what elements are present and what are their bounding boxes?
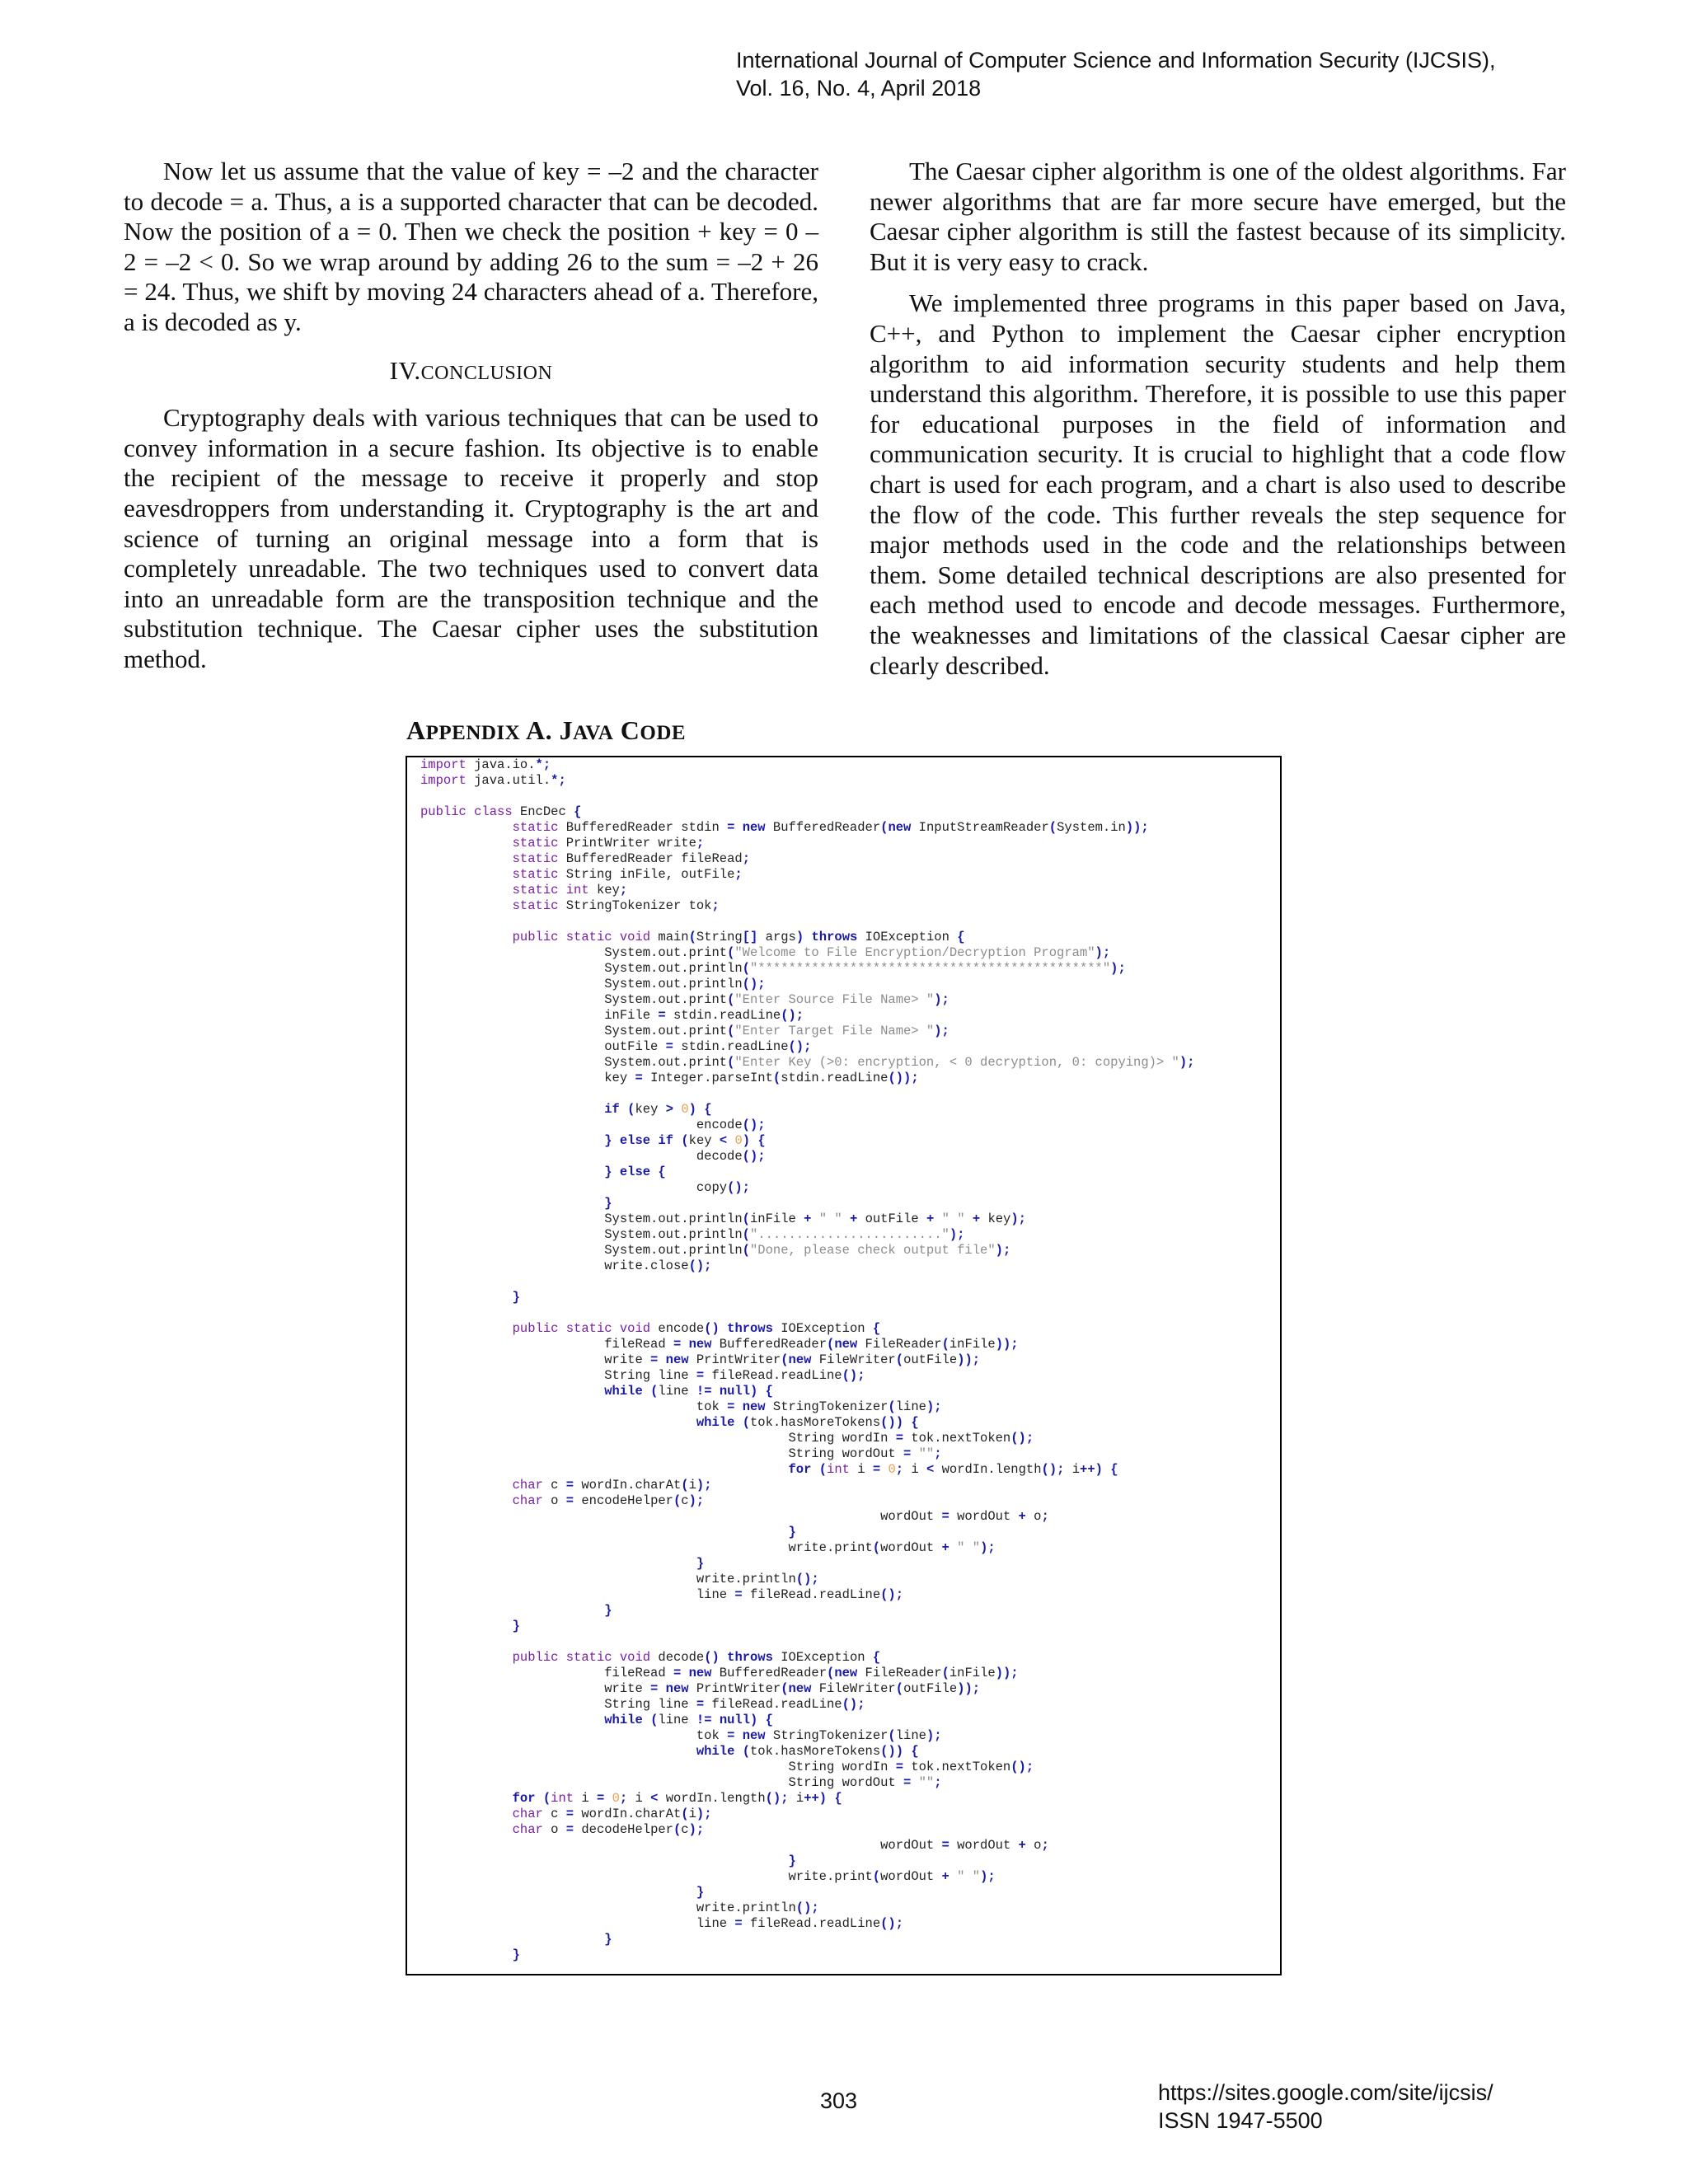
code-line: key = Integer.parseInt(stdin.readLine());	[420, 1071, 919, 1085]
appendix-title-ava: AVA	[573, 722, 614, 744]
left-paragraph-2: Cryptography deals with various techniques that can be used to convey information in a secure fashion. Its objective is to enable the recipient of the message to receive it properly and stop eavesdroppers from understanding it. Cryptography is the art and science of turning an original message into a form that is completely unreadable. The two techniques used to convert data into an unreadable form are the transposition technique and the substitution technique. The Caesar cipher uses the substitution method.	[124, 403, 818, 673]
code-line: public class EncDec {	[420, 804, 582, 819]
code-line: String line = fileRead.readLine();	[420, 1368, 865, 1383]
left-column	[124, 157, 818, 675]
code-line: static BufferedReader fileRead;	[512, 851, 750, 866]
code-line: write.close();	[420, 1258, 712, 1273]
code-line: decode();	[420, 1149, 766, 1164]
appendix-title-aj: A. J	[520, 715, 574, 745]
code-line: String wordOut = "";	[420, 1775, 942, 1790]
code-line: public static void decode() throws IOException {	[512, 1650, 881, 1665]
footer-issn: ISSN 1947-5500	[1158, 2108, 1323, 2133]
code-line: while (tok.hasMoreTokens()) {	[696, 1415, 919, 1430]
journal-header	[736, 46, 1560, 102]
appendix-title-ode: ODE	[640, 722, 687, 744]
code-line: if (key > 0) {	[604, 1102, 712, 1117]
code-line: }	[512, 1619, 520, 1633]
code-line: encode();	[420, 1118, 766, 1132]
code-line: write.print(wordOut + " ");	[420, 1540, 996, 1555]
code-line: import java.io.*;	[420, 757, 551, 772]
code-line: String wordOut = "";	[420, 1446, 942, 1461]
code-line: while (line != null) {	[604, 1384, 773, 1399]
code-line: while (line != null) {	[604, 1713, 773, 1727]
left-paragraph-1: Now let us assume that the value of key = –2 and the character to decode = a. Thus, a is a supported character that can be decoded. Now the position of a = 0. Then we check the position + key = 0 – 2 = –2 < 0. So we wrap around by adding 26 to the sum = –2 + 26 = 24. Thus, we shift by moving 24 characters ahead of a. Therefore, a is decoded as y.	[124, 157, 818, 336]
code-line: inFile = stdin.readLine();	[420, 1008, 804, 1023]
code-line: } else {	[604, 1165, 666, 1179]
code-line: String wordIn = tok.nextToken();	[420, 1431, 1034, 1446]
code-line: write.println();	[420, 1900, 819, 1915]
code-line: }	[604, 1932, 612, 1947]
code-line: System.out.println("........................");	[420, 1227, 965, 1242]
section-number: IV.	[389, 355, 421, 385]
code-line: for (int i = 0; i < wordIn.length(); i++) {	[512, 1791, 842, 1806]
code-line: while (tok.hasMoreTokens()) {	[696, 1744, 919, 1759]
code-line: static int key;	[512, 883, 628, 898]
right-column	[870, 157, 1566, 681]
code-line: }	[604, 1196, 612, 1211]
code-line: System.out.print("Enter Target File Name> ");	[420, 1024, 950, 1038]
appendix-title	[406, 715, 686, 746]
code-line: System.out.print("Welcome to File Encryption/Decryption Program");	[420, 945, 1111, 960]
code-line: line = fileRead.readLine();	[420, 1916, 904, 1931]
code-line: String wordIn = tok.nextToken();	[420, 1760, 1034, 1774]
code-line: System.out.println(inFile + " " + outFile + " " + key);	[420, 1212, 1026, 1226]
code-line: System.out.print("Enter Source File Name> ");	[420, 992, 950, 1007]
code-line: fileRead = new BufferedReader(new FileReader(inFile));	[420, 1666, 1019, 1680]
code-line: wordOut = wordOut + o;	[420, 1838, 1049, 1853]
journal-header-issue: Vol. 16, No. 4, April 2018	[736, 76, 982, 101]
code-listing-box	[406, 756, 1282, 1975]
code-line: fileRead = new BufferedReader(new FileReader(inFile));	[420, 1337, 1019, 1352]
code-line: } else if (key < 0) {	[604, 1133, 766, 1148]
code-line: tok = new StringTokenizer(line);	[420, 1399, 942, 1414]
code-line: String line = fileRead.readLine();	[420, 1697, 865, 1712]
code-line: System.out.println("Done, please check output file");	[420, 1243, 1011, 1258]
appendix-title-c: C	[613, 715, 640, 745]
footer-info	[1158, 2079, 1493, 2135]
code-line: line = fileRead.readLine();	[420, 1587, 904, 1602]
code-line: }	[512, 1947, 520, 1962]
code-line: write.print(wordOut + " ");	[420, 1869, 996, 1884]
code-line: import java.util.*;	[420, 773, 566, 788]
footer-url: https://sites.google.com/site/ijcsis/	[1158, 2080, 1493, 2105]
code-line: }	[788, 1854, 796, 1868]
code-line: }	[696, 1556, 705, 1571]
appendix-title-ppendix: PPENDIX	[425, 722, 521, 744]
section-title: CONCLUSION	[420, 362, 553, 384]
code-line: char c = wordIn.charAt(i);	[512, 1478, 712, 1493]
code-line: static StringTokenizer tok;	[512, 898, 720, 913]
code-line: static PrintWriter write;	[512, 836, 705, 851]
code-line: }	[604, 1603, 612, 1618]
code-line: char o = encodeHelper(c);	[512, 1493, 705, 1508]
code-line: char o = decodeHelper(c);	[512, 1822, 705, 1837]
code-line: char c = wordIn.charAt(i);	[512, 1807, 712, 1821]
code-line: write.println();	[420, 1572, 819, 1586]
journal-header-title: International Journal of Computer Science and Information Security (IJCSIS),	[736, 48, 1496, 73]
code-line: write = new PrintWriter(new FileWriter(outFile));	[420, 1681, 981, 1696]
page-number: 303	[820, 2088, 858, 2113]
right-paragraph-1: The Caesar cipher algorithm is one of the oldest algorithms. Far newer algorithms that are far more secure have emerged, but the Caesar cipher algorithm is still the fastest because of its simplicity. But it is very easy to crack.	[870, 157, 1566, 276]
code-line: write = new PrintWriter(new FileWriter(outFile));	[420, 1352, 981, 1367]
code-line: }	[512, 1290, 520, 1305]
code-line: wordOut = wordOut + o;	[420, 1509, 1049, 1524]
code-line: }	[788, 1525, 796, 1540]
java-code-listing	[420, 757, 1194, 1963]
code-line: }	[696, 1885, 705, 1900]
code-line: outFile = stdin.readLine();	[420, 1039, 812, 1054]
section-heading	[124, 356, 818, 389]
code-line: tok = new StringTokenizer(line);	[420, 1728, 942, 1743]
code-line: System.out.println("*********************************************");	[420, 961, 1126, 976]
code-line: static String inFile, outFile;	[512, 867, 743, 882]
code-line: for (int i = 0; i < wordIn.length(); i++) {	[788, 1462, 1118, 1477]
code-line: public static void main(String[] args) throws IOException {	[512, 930, 965, 944]
appendix-title-a: A	[406, 715, 426, 745]
code-line: public static void encode() throws IOException {	[512, 1321, 881, 1336]
right-paragraph-2: We implemented three programs in this paper based on Java, C++, and Python to implement the Caesar cipher encryption algorithm to aid information security students and help them understand this algorithm. Therefore, it is possible to use this paper for educational purposes in the field of information and communication security. It is crucial to highlight that a code flow chart is used for each program, and a chart is also used to describe the flow of the code. This further reveals the step sequence for major methods used in the code and the relationships between them. Some detailed technical descriptions are also presented for each method used to encode and decode messages. Furthermore, the weaknesses and limitations of the classical Caesar cipher are clearly described.	[870, 288, 1566, 680]
code-line: static BufferedReader stdin = new BufferedReader(new InputStreamReader(System.in));	[512, 820, 1149, 835]
code-line: System.out.println();	[420, 977, 766, 991]
code-line: System.out.print("Enter Key (>0: encryption, < 0 decryption, 0: copying)> ");	[420, 1055, 1195, 1070]
code-line: copy();	[420, 1180, 750, 1195]
